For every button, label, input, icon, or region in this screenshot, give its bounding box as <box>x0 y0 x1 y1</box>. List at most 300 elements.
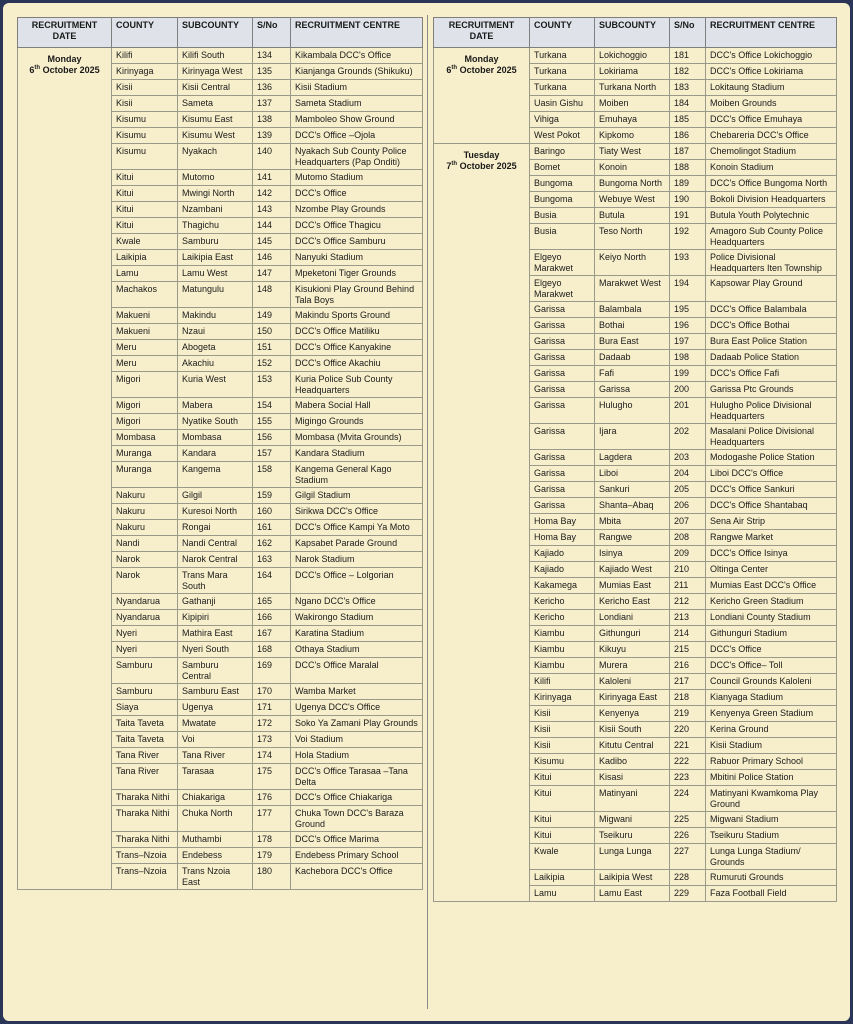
header-subcounty: SUBCOUNTY <box>178 18 253 48</box>
sno-cell: 134 <box>253 48 291 64</box>
table-row <box>434 48 837 64</box>
recruitment-centre-cell: Liboi DCC's Office <box>706 466 837 482</box>
subcounty-cell: Mathira East <box>178 626 253 642</box>
sno-cell: 219 <box>670 706 706 722</box>
sno-cell: 160 <box>253 504 291 520</box>
subcounty-cell: Gathanji <box>178 594 253 610</box>
sno-cell: 164 <box>253 568 291 594</box>
recruitment-centre-cell: Mabera Social Hall <box>291 398 423 414</box>
county-cell: Kisii <box>112 96 178 112</box>
date-number: 7 <box>446 160 452 171</box>
subcounty-cell: Makindu <box>178 308 253 324</box>
recruitment-centre-cell: Othaya Stadium <box>291 642 423 658</box>
date-day: Tuesday <box>463 150 500 160</box>
sno-cell: 180 <box>253 864 291 890</box>
recruitment-centre-cell: Chebareria DCC's Office <box>706 128 837 144</box>
sno-cell: 196 <box>670 318 706 334</box>
subcounty-cell: Chuka North <box>178 806 253 832</box>
county-cell: Nyandarua <box>112 594 178 610</box>
subcounty-cell: Kenyenya <box>595 706 670 722</box>
sno-cell: 212 <box>670 594 706 610</box>
county-cell: Lamu <box>530 886 595 902</box>
county-cell: Kericho <box>530 610 595 626</box>
sno-cell: 215 <box>670 642 706 658</box>
sno-cell: 145 <box>253 234 291 250</box>
recruitment-centre-cell: Amagoro Sub County Police Headquarters <box>706 224 837 250</box>
subcounty-cell: Isinya <box>595 546 670 562</box>
header-sno: S/No <box>253 18 291 48</box>
subcounty-cell: Konoin <box>595 160 670 176</box>
subcounty-cell: Mombasa <box>178 430 253 446</box>
sno-cell: 223 <box>670 770 706 786</box>
recruitment-centre-cell: DCC's Office Bungoma North <box>706 176 837 192</box>
sno-cell: 220 <box>670 722 706 738</box>
sno-cell: 190 <box>670 192 706 208</box>
county-cell: Bungoma <box>530 192 595 208</box>
sno-cell: 182 <box>670 64 706 80</box>
county-cell: Kitui <box>530 828 595 844</box>
recruitment-centre-cell: DCC's Office Emuhaya <box>706 112 837 128</box>
recruitment-centre-cell: Hola Stadium <box>291 748 423 764</box>
recruitment-centre-cell: Narok Stadium <box>291 552 423 568</box>
subcounty-cell: Murera <box>595 658 670 674</box>
subcounty-cell: Mwingi North <box>178 186 253 202</box>
county-cell: Kilifi <box>112 48 178 64</box>
recruitment-centre-cell: Lokitaung Stadium <box>706 80 837 96</box>
sno-cell: 152 <box>253 356 291 372</box>
subcounty-cell: Sankuri <box>595 482 670 498</box>
county-cell: Meru <box>112 356 178 372</box>
sno-cell: 185 <box>670 112 706 128</box>
recruitment-centre-cell: DCC's Office Tarasaa –Tana Delta <box>291 764 423 790</box>
subcounty-cell: Nyatike South <box>178 414 253 430</box>
county-cell: Kitui <box>112 218 178 234</box>
county-cell: Kajiado <box>530 562 595 578</box>
subcounty-cell: Turkana North <box>595 80 670 96</box>
subcounty-cell: Kadibo <box>595 754 670 770</box>
sno-cell: 150 <box>253 324 291 340</box>
recruitment-centre-cell: Chuka Town DCC's Baraza Ground <box>291 806 423 832</box>
subcounty-cell: Keiyo North <box>595 250 670 276</box>
recruitment-centre-cell: Sameta Stadium <box>291 96 423 112</box>
county-cell: Trans–Nzoia <box>112 864 178 890</box>
county-cell: Machakos <box>112 282 178 308</box>
subcounty-cell: Githunguri <box>595 626 670 642</box>
recruitment-centre-cell: Kikambala DCC's Office <box>291 48 423 64</box>
sno-cell: 144 <box>253 218 291 234</box>
subcounty-cell: Kuresoi North <box>178 504 253 520</box>
recruitment-centre-cell: Mpeketoni Tiger Grounds <box>291 266 423 282</box>
recruitment-centre-cell: Lunga Lunga Stadium/ Grounds <box>706 844 837 870</box>
column-divider <box>427 15 428 1009</box>
sno-cell: 151 <box>253 340 291 356</box>
recruitment-schedule-page <box>3 3 850 1021</box>
county-cell: Uasin Gishu <box>530 96 595 112</box>
sno-cell: 135 <box>253 64 291 80</box>
subcounty-cell: Mbita <box>595 514 670 530</box>
recruitment-centre-cell: Kenyenya Green Stadium <box>706 706 837 722</box>
subcounty-cell: Kirinyaga East <box>595 690 670 706</box>
county-cell: Tana River <box>112 748 178 764</box>
sno-cell: 206 <box>670 498 706 514</box>
county-cell: Kitui <box>112 186 178 202</box>
sno-cell: 224 <box>670 786 706 812</box>
header-county: COUNTY <box>112 18 178 48</box>
recruitment-centre-cell: Konoin Stadium <box>706 160 837 176</box>
subcounty-cell: Kipipiri <box>178 610 253 626</box>
recruitment-centre-cell: Kianjanga Grounds (Shikuku) <box>291 64 423 80</box>
sno-cell: 225 <box>670 812 706 828</box>
county-cell: Garissa <box>530 398 595 424</box>
county-cell: Nakuru <box>112 520 178 536</box>
county-cell: Kilifi <box>530 674 595 690</box>
subcounty-cell: Nyakach <box>178 144 253 170</box>
sno-cell: 147 <box>253 266 291 282</box>
recruitment-centre-cell: DCC's Office Thagicu <box>291 218 423 234</box>
sno-cell: 209 <box>670 546 706 562</box>
county-cell: Laikipia <box>530 870 595 886</box>
recruitment-centre-cell: Hulugho Police Divisional Headquarters <box>706 398 837 424</box>
subcounty-cell: Sameta <box>178 96 253 112</box>
county-cell: Homa Bay <box>530 530 595 546</box>
sno-cell: 214 <box>670 626 706 642</box>
sno-cell: 168 <box>253 642 291 658</box>
recruitment-centre-cell: Makindu Sports Ground <box>291 308 423 324</box>
sno-cell: 186 <box>670 128 706 144</box>
recruitment-centre-cell: Sirikwa DCC's Office <box>291 504 423 520</box>
county-cell: Garissa <box>530 334 595 350</box>
subcounty-cell: Thagichu <box>178 218 253 234</box>
county-cell: Tharaka Nithi <box>112 832 178 848</box>
county-cell: Turkana <box>530 64 595 80</box>
recruitment-centre-cell: Tseikuru Stadium <box>706 828 837 844</box>
recruitment-centre-cell: DCC's Office Fafi <box>706 366 837 382</box>
county-cell: Turkana <box>530 80 595 96</box>
sno-cell: 156 <box>253 430 291 446</box>
recruitment-centre-cell: Kerina Ground <box>706 722 837 738</box>
subcounty-cell: Tana River <box>178 748 253 764</box>
recruitment-centre-cell: Rumuruti Grounds <box>706 870 837 886</box>
subcounty-cell: Mwatate <box>178 716 253 732</box>
subcounty-cell: Kilifi South <box>178 48 253 64</box>
recruitment-centre-cell: DCC's Office Kampi Ya Moto <box>291 520 423 536</box>
recruitment-centre-cell: Mamboleo Show Ground <box>291 112 423 128</box>
subcounty-cell: Kajiado West <box>595 562 670 578</box>
county-cell: Kisii <box>112 80 178 96</box>
subcounty-cell: Matinyani <box>595 786 670 812</box>
county-cell: Nyeri <box>112 642 178 658</box>
county-cell: Nandi <box>112 536 178 552</box>
sno-cell: 221 <box>670 738 706 754</box>
sno-cell: 226 <box>670 828 706 844</box>
subcounty-cell: Lamu East <box>595 886 670 902</box>
county-cell: Elgeyo Marakwet <box>530 276 595 302</box>
recruitment-centre-cell: Mbitini Police Station <box>706 770 837 786</box>
sno-cell: 228 <box>670 870 706 886</box>
subcounty-cell: Butula <box>595 208 670 224</box>
sno-cell: 192 <box>670 224 706 250</box>
subcounty-cell: Rangwe <box>595 530 670 546</box>
recruitment-centre-cell: DCC's Office Lokichoggio <box>706 48 837 64</box>
header-recruitment-centre: RECRUITMENT CENTRE <box>291 18 423 48</box>
subcounty-cell: Nzaui <box>178 324 253 340</box>
subcounty-cell: Mumias East <box>595 578 670 594</box>
sno-cell: 170 <box>253 684 291 700</box>
date-day: Monday <box>464 54 499 64</box>
subcounty-cell: Lokiriama <box>595 64 670 80</box>
subcounty-cell: Laikipia East <box>178 250 253 266</box>
recruitment-centre-cell: DCC's Office Maralal <box>291 658 423 684</box>
sno-cell: 229 <box>670 886 706 902</box>
recruitment-centre-cell: Sena Air Strip <box>706 514 837 530</box>
recruitment-date-cell <box>434 48 530 144</box>
recruitment-centre-cell: Wamba Market <box>291 684 423 700</box>
sno-cell: 195 <box>670 302 706 318</box>
sno-cell: 188 <box>670 160 706 176</box>
sno-cell: 191 <box>670 208 706 224</box>
header-recruitment-centre: RECRUITMENT CENTRE <box>706 18 837 48</box>
recruitment-centre-cell: DCC's Office –Ojola <box>291 128 423 144</box>
sno-cell: 166 <box>253 610 291 626</box>
subcounty-cell: Abogeta <box>178 340 253 356</box>
subcounty-cell: Kisumu West <box>178 128 253 144</box>
recruitment-centre-cell: Githunguri Stadium <box>706 626 837 642</box>
subcounty-cell: Kandara <box>178 446 253 462</box>
subcounty-cell: Bothai <box>595 318 670 334</box>
recruitment-centre-cell: Karatina Stadium <box>291 626 423 642</box>
county-cell: Tharaka Nithi <box>112 790 178 806</box>
subcounty-cell: Ugenya <box>178 700 253 716</box>
sno-cell: 205 <box>670 482 706 498</box>
recruitment-centre-cell: Mutomo Stadium <box>291 170 423 186</box>
subcounty-cell: Trans Nzoia East <box>178 864 253 890</box>
county-cell: Bomet <box>530 160 595 176</box>
recruitment-centre-cell: Oltinga Center <box>706 562 837 578</box>
schedule-table-left <box>17 17 423 890</box>
subcounty-cell: Lokichoggio <box>595 48 670 64</box>
recruitment-centre-cell: DCC's Office <box>706 642 837 658</box>
subcounty-cell: Hulugho <box>595 398 670 424</box>
county-cell: Bungoma <box>530 176 595 192</box>
county-cell: Samburu <box>112 658 178 684</box>
sno-cell: 165 <box>253 594 291 610</box>
county-cell: Garissa <box>530 450 595 466</box>
recruitment-centre-cell: Kisukioni Play Ground Behind Tala Boys <box>291 282 423 308</box>
sno-cell: 171 <box>253 700 291 716</box>
subcounty-cell: Nyeri South <box>178 642 253 658</box>
subcounty-cell: Kisumu East <box>178 112 253 128</box>
recruitment-centre-cell: DCC's Office Shantabaq <box>706 498 837 514</box>
date-month-year: October 2025 <box>459 160 517 171</box>
recruitment-centre-cell: Soko Ya Zamani Play Grounds <box>291 716 423 732</box>
header-recruitment-date: RECRUITMENT DATE <box>434 18 530 48</box>
sno-cell: 177 <box>253 806 291 832</box>
sno-cell: 194 <box>670 276 706 302</box>
county-cell: Kitui <box>530 770 595 786</box>
county-cell: Baringo <box>530 144 595 160</box>
county-cell: Lamu <box>112 266 178 282</box>
subcounty-cell: Rongai <box>178 520 253 536</box>
county-cell: Kisumu <box>112 144 178 170</box>
date-month-year: October 2025 <box>459 64 517 75</box>
county-cell: Garissa <box>530 482 595 498</box>
header-subcounty: SUBCOUNTY <box>595 18 670 48</box>
county-cell: Kiambu <box>530 626 595 642</box>
sno-cell: 172 <box>253 716 291 732</box>
sno-cell: 183 <box>670 80 706 96</box>
county-cell: Busia <box>530 208 595 224</box>
county-cell: Busia <box>530 224 595 250</box>
recruitment-centre-cell: DCC's Office Kanyakine <box>291 340 423 356</box>
recruitment-centre-cell: DCC's Office– Toll <box>706 658 837 674</box>
sno-cell: 218 <box>670 690 706 706</box>
subcounty-cell: Liboi <box>595 466 670 482</box>
county-cell: Taita Taveta <box>112 716 178 732</box>
county-cell: Migori <box>112 372 178 398</box>
county-cell: Kitui <box>112 170 178 186</box>
county-cell: Turkana <box>530 48 595 64</box>
subcounty-cell: Gilgil <box>178 488 253 504</box>
recruitment-centre-cell: Kapsabet Parade Ground <box>291 536 423 552</box>
subcounty-cell: Lamu West <box>178 266 253 282</box>
subcounty-cell: Migwani <box>595 812 670 828</box>
recruitment-centre-cell: Masalani Police Divisional Headquarters <box>706 424 837 450</box>
recruitment-centre-cell: Rangwe Market <box>706 530 837 546</box>
sno-cell: 154 <box>253 398 291 414</box>
county-cell: Homa Bay <box>530 514 595 530</box>
sno-cell: 181 <box>670 48 706 64</box>
county-cell: Kisumu <box>112 128 178 144</box>
sno-cell: 189 <box>670 176 706 192</box>
county-cell: Samburu <box>112 684 178 700</box>
sno-cell: 139 <box>253 128 291 144</box>
sno-cell: 138 <box>253 112 291 128</box>
recruitment-centre-cell: Mombasa (Mvita Grounds) <box>291 430 423 446</box>
county-cell: Garissa <box>530 382 595 398</box>
subcounty-cell: Bungoma North <box>595 176 670 192</box>
sno-cell: 178 <box>253 832 291 848</box>
subcounty-cell: Kuria West <box>178 372 253 398</box>
county-cell: Migori <box>112 414 178 430</box>
recruitment-centre-cell: DCC's Office Sankuri <box>706 482 837 498</box>
recruitment-centre-cell: Kuria Police Sub County Headquarters <box>291 372 423 398</box>
county-cell: Garissa <box>530 466 595 482</box>
recruitment-centre-cell: Kachebora DCC's Office <box>291 864 423 890</box>
subcounty-cell: Samburu <box>178 234 253 250</box>
date-month-year: October 2025 <box>42 64 100 75</box>
sno-cell: 146 <box>253 250 291 266</box>
recruitment-centre-cell: Kandara Stadium <box>291 446 423 462</box>
county-cell: Nyandarua <box>112 610 178 626</box>
header-row <box>18 18 423 48</box>
recruitment-centre-cell: Kericho Green Stadium <box>706 594 837 610</box>
county-cell: Kisii <box>530 738 595 754</box>
sno-cell: 167 <box>253 626 291 642</box>
sno-cell: 202 <box>670 424 706 450</box>
recruitment-centre-cell: Kisii Stadium <box>291 80 423 96</box>
recruitment-centre-cell: Modogashe Police Station <box>706 450 837 466</box>
recruitment-centre-cell: DCC's Office Bothai <box>706 318 837 334</box>
header-recruitment-date: RECRUITMENT DATE <box>18 18 112 48</box>
header-county: COUNTY <box>530 18 595 48</box>
sno-cell: 211 <box>670 578 706 594</box>
subcounty-cell: Fafi <box>595 366 670 382</box>
subcounty-cell: Ijara <box>595 424 670 450</box>
county-cell: Garissa <box>530 350 595 366</box>
date-suffix: th <box>451 160 458 167</box>
county-cell: Kisumu <box>112 112 178 128</box>
sno-cell: 204 <box>670 466 706 482</box>
county-cell: Makueni <box>112 324 178 340</box>
county-cell: Taita Taveta <box>112 732 178 748</box>
recruitment-centre-cell: DCC's Office – Lolgorian <box>291 568 423 594</box>
subcounty-cell: Kangema <box>178 462 253 488</box>
recruitment-centre-cell: Matinyani Kwamkoma Play Ground <box>706 786 837 812</box>
county-cell: Kisii <box>530 706 595 722</box>
recruitment-centre-cell: Rabuor Primary School <box>706 754 837 770</box>
date-suffix: th <box>34 64 41 71</box>
subcounty-cell: Kisii South <box>595 722 670 738</box>
sno-cell: 200 <box>670 382 706 398</box>
recruitment-centre-cell: DCC's Office Isinya <box>706 546 837 562</box>
subcounty-cell: Lagdera <box>595 450 670 466</box>
schedule-table-right <box>433 17 837 902</box>
recruitment-centre-cell: Faza Football Field <box>706 886 837 902</box>
subcounty-cell: Mabera <box>178 398 253 414</box>
subcounty-cell: Nzambani <box>178 202 253 218</box>
county-cell: Migori <box>112 398 178 414</box>
subcounty-cell: Chiakariga <box>178 790 253 806</box>
county-cell: Narok <box>112 568 178 594</box>
subcounty-cell: Marakwet West <box>595 276 670 302</box>
subcounty-cell: Garissa <box>595 382 670 398</box>
sno-cell: 210 <box>670 562 706 578</box>
subcounty-cell: Kaloleni <box>595 674 670 690</box>
date-number: 6 <box>29 64 35 75</box>
subcounty-cell: Samburu East <box>178 684 253 700</box>
county-cell: Kisii <box>530 722 595 738</box>
sno-cell: 203 <box>670 450 706 466</box>
recruitment-centre-cell: DCC's Office Lokiriama <box>706 64 837 80</box>
subcounty-cell: Muthambi <box>178 832 253 848</box>
sno-cell: 136 <box>253 80 291 96</box>
recruitment-centre-cell: Migwani Stadium <box>706 812 837 828</box>
county-cell: Kitui <box>112 202 178 218</box>
subcounty-cell: Kirinyaga West <box>178 64 253 80</box>
subcounty-cell: Kikuyu <box>595 642 670 658</box>
county-cell: West Pokot <box>530 128 595 144</box>
county-cell: Kwale <box>530 844 595 870</box>
county-cell: Elgeyo Marakwet <box>530 250 595 276</box>
sno-cell: 199 <box>670 366 706 382</box>
county-cell: Trans–Nzoia <box>112 848 178 864</box>
county-cell: Muranga <box>112 446 178 462</box>
recruitment-date-cell <box>18 48 112 890</box>
recruitment-centre-cell: Chemolingot Stadium <box>706 144 837 160</box>
county-cell: Makueni <box>112 308 178 324</box>
recruitment-centre-cell: Moiben Grounds <box>706 96 837 112</box>
county-cell: Kirinyaga <box>530 690 595 706</box>
county-cell: Narok <box>112 552 178 568</box>
county-cell: Kiambu <box>530 658 595 674</box>
subcounty-cell: Emuhaya <box>595 112 670 128</box>
county-cell: Garissa <box>530 366 595 382</box>
recruitment-centre-cell: DCC's Office Matiliku <box>291 324 423 340</box>
county-cell: Kwale <box>112 234 178 250</box>
sno-cell: 222 <box>670 754 706 770</box>
sno-cell: 137 <box>253 96 291 112</box>
recruitment-centre-cell: Kianyaga Stadium <box>706 690 837 706</box>
